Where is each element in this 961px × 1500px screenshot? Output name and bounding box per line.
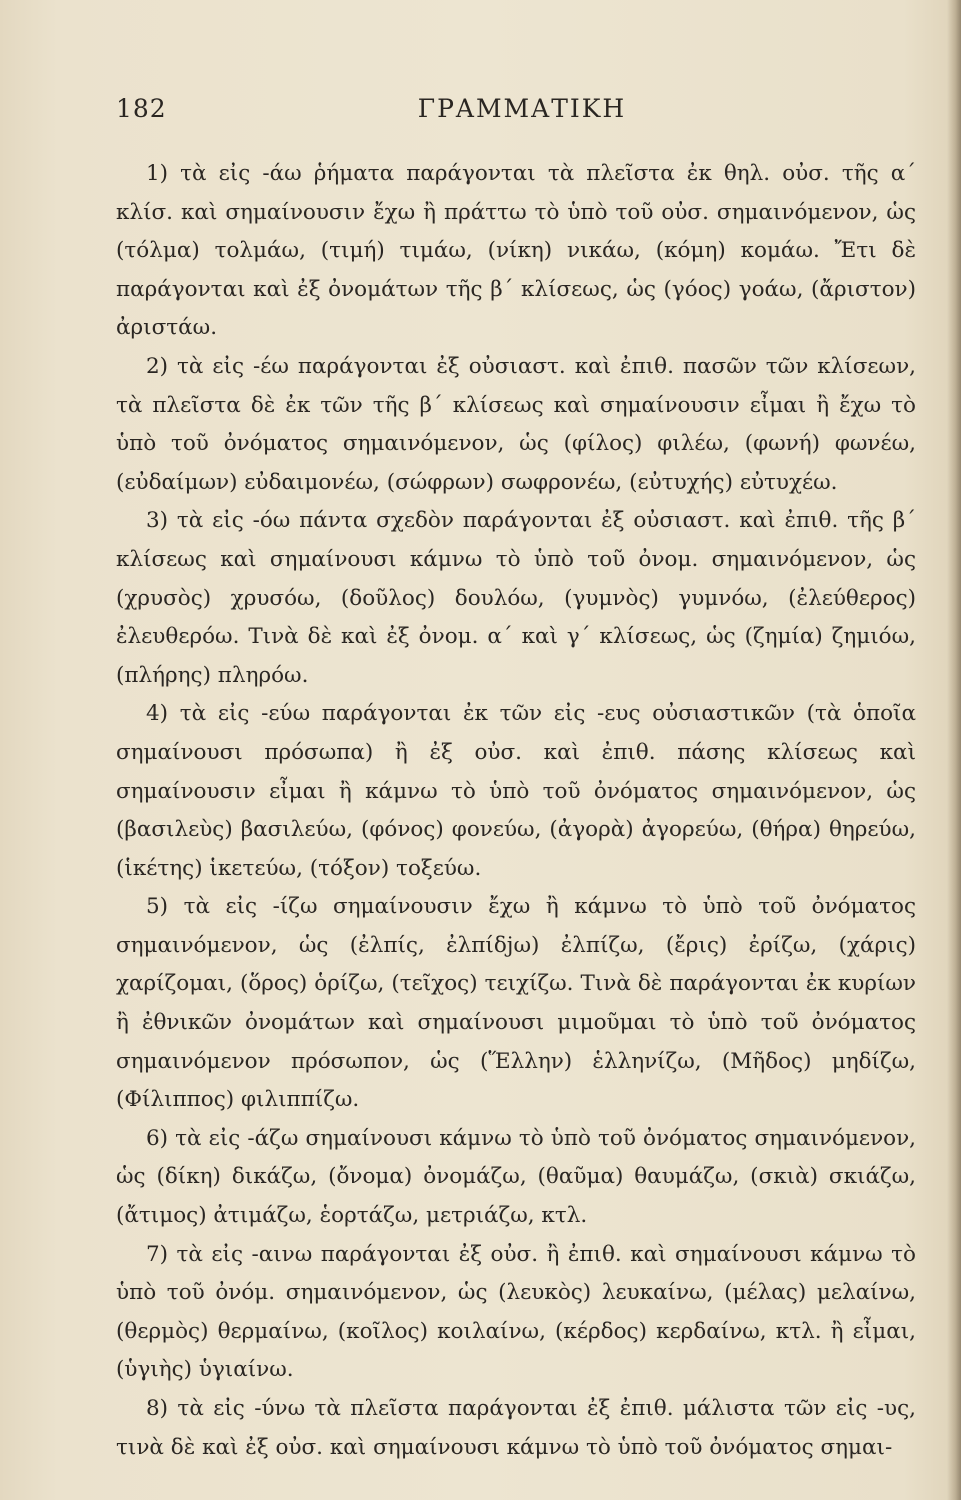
paragraph-7: 7) τὰ εἰς -αινω παράγονται ἐξ οὐσ. ἢ ἐπιθ. καὶ σημαίνουσι κάμνω τὸ ὑπὸ τοῦ ὀνόμ. σημαινόμενον, ὡς (λευκὸς) λευκαίνω, (μέλας) μελαίνω, (θερμὸς) θερμαίνω, (κοῖλος) κοιλαίνω, (κέρδος) κερδαίνω, κτλ. ἢ εἶμαι, (ὑγιὴς) ὑγιαίνω.	[116, 1241, 916, 1383]
paragraph-6: 6) τὰ εἰς -άζω σημαίνουσι κάμνω τὸ ὑπὸ τοῦ ὀνόματος σημαινόμενον, ὡς (δίκη) δικάζω, (ὄνομα) ὀνομάζω, (θαῦμα) θαυμάζω, (σκιὰ) σκιάζω, (ἄτιμος) ἀτιμάζω, ἑορτάζω, μετριάζω, κτλ.	[116, 1125, 916, 1229]
paragraph-1: 1) τὰ εἰς -άω ῥήματα παράγονται τὰ πλεῖστα ἐκ θηλ. οὐσ. τῆς α΄ κλίσ. καὶ σημαίνουσιν ἔχω ἢ πράττω τὸ ὑπὸ τοῦ οὐσ. σημαινόμενον, ὡς (τόλμα) τολμάω, (τιμή) τιμάω, (νίκη) νικάω, (κόμη) κομάω. Ἔτι δὲ παράγονται καὶ ἐξ ὀνομάτων τῆς β΄ κλίσεως, ὡς (γόος) γοάω, (ἄριστον) ἀριστάω.	[116, 161, 916, 341]
paragraph-4: 4) τὰ εἰς -εύω παράγονται ἐκ τῶν εἰς -ευς οὐσιαστικῶν (τὰ ὁποῖα σημαίνουσι πρόσωπα) ἢ ἐξ οὐσ. καὶ ἐπιθ. πάσης κλίσεως καὶ σημαίνουσιν εἶμαι ἢ κάμνω τὸ ὑπὸ τοῦ ὀνόματος σημαινόμενον, ὡς (βασιλεὺς) βασιλεύω, (φόνος) φονεύω, (ἀγορὰ) ἀγορεύω, (θήρα) θηρεύω, (ἱκέτης) ἱκετεύω, (τόξον) τοξεύω.	[116, 701, 916, 881]
page-header	[116, 94, 916, 134]
paragraph-8: 8) τὰ εἰς -ύνω τὰ πλεῖστα παράγονται ἐξ ἐπιθ. μάλιστα τῶν εἰς -υς, τινὰ δὲ καὶ ἐξ οὐσ. καὶ σημαίνουσι κάμνω τὸ ὑπὸ τοῦ ὀνόματος σημαι-	[116, 1396, 916, 1460]
paragraph-3: 3) τὰ εἰς -όω πάντα σχεδὸν παράγονται ἐξ οὐσιαστ. καὶ ἐπιθ. τῆς β΄ κλίσεως καὶ σημαίνουσι κάμνω τὸ ὑπὸ τοῦ ὀνομ. σημαινόμενον, ὡς (χρυσὸς) χρυσόω, (δοῦλος) δουλόω, (γυμνὸς) γυμνόω, (ἐλεύθερος) ἐλευθερόω. Τινὰ δὲ καὶ ἐξ ὀνομ. α΄ καὶ γ΄ κλίσεως, ὡς (ζημία) ζημιόω, (πλήρης) πληρόω.	[116, 508, 916, 688]
running-title: ΓΡΑΜΜΑΤΙΚΗ	[417, 94, 627, 123]
paragraph-2: 2) τὰ εἰς -έω παράγονται ἐξ οὐσιαστ. καὶ ἐπιθ. πασῶν τῶν κλίσεων, τὰ πλεῖστα δὲ ἐκ τῶν τῆς β΄ κλίσεως καὶ σημαίνουσιν εἶμαι ἢ ἔχω τὸ ὑπὸ τοῦ ὀνόματος σημαινόμενον, ὡς (φίλος) φιλέω, (φωνή) φωνέω, (εὐδαίμων) εὐδαιμονέω, (σώφρων) σωφρονέω, (εὐτυχής) εὐτυχέω.	[116, 353, 916, 495]
paragraph-5: 5) τὰ εἰς -ίζω σημαίνουσιν ἔχω ἢ κάμνω τὸ ὑπὸ τοῦ ὀνόματος σημαινόμενον, ὡς (ἐλπίς, ἐλπίδjω) ἐλπίζω, (ἔρις) ἐρίζω, (χάρις) χαρίζομαι, (ὅρος) ὁρίζω, (τεῖχος) τειχίζω. Τινὰ δὲ παράγονται ἐκ κυρίων ἢ ἐθνικῶν ὀνομάτων καὶ σημαίνουσι μιμοῦμαι τὸ ὑπὸ τοῦ ὀνόματος σημαινόμενον πρόσωπον, ὡς (Ἕλλην) ἑλληνίζω, (Μῆδος) μηδίζω, (Φίλιππος) φιλιππίζω.	[116, 894, 916, 1113]
page-edge-shadow	[947, 0, 961, 1500]
body-text	[116, 155, 916, 1467]
page-number: 182	[116, 94, 167, 123]
